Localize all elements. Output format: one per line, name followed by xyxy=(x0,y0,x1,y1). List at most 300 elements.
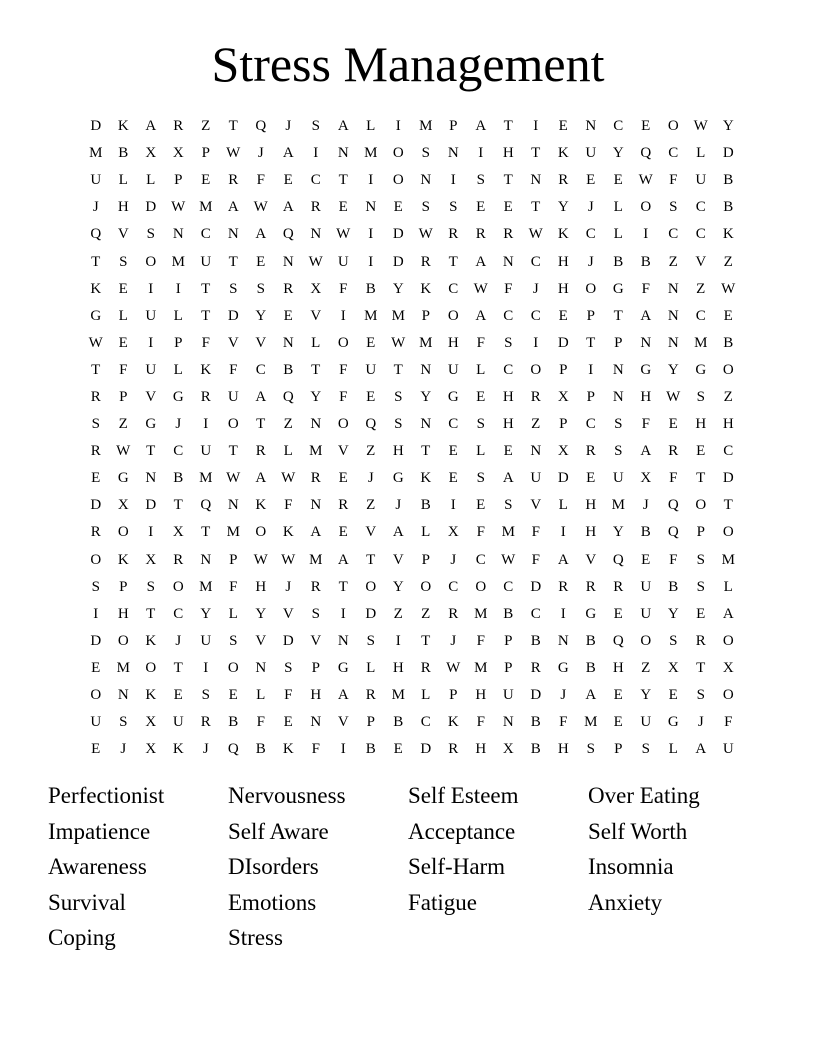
grid-letter[interactable]: R xyxy=(338,497,349,514)
grid-letter[interactable]: O xyxy=(365,578,377,595)
grid-letter[interactable]: M xyxy=(116,659,130,676)
grid-letter[interactable]: S xyxy=(229,632,238,649)
grid-letter[interactable]: L xyxy=(696,145,706,162)
grid-letter[interactable]: W xyxy=(391,334,406,351)
grid-letter[interactable]: U xyxy=(640,605,652,622)
grid-letter[interactable]: C xyxy=(530,605,541,622)
grid-letter[interactable]: T xyxy=(201,280,211,297)
grid-letter[interactable]: I xyxy=(148,280,154,297)
grid-letter[interactable]: M xyxy=(391,307,405,324)
grid-letter[interactable]: T xyxy=(146,443,156,460)
grid-letter[interactable]: I xyxy=(203,416,209,433)
grid-letter[interactable]: S xyxy=(504,497,513,514)
grid-letter[interactable]: O xyxy=(722,687,734,704)
grid-letter[interactable]: B xyxy=(420,497,431,514)
grid-letter[interactable]: O xyxy=(640,632,652,649)
grid-letter[interactable]: I xyxy=(340,605,346,622)
grid-letter[interactable]: T xyxy=(421,632,431,649)
grid-letter[interactable]: A xyxy=(145,118,157,135)
grid-letter[interactable]: P xyxy=(504,632,513,649)
grid-letter[interactable]: R xyxy=(668,443,679,460)
grid-letter[interactable]: M xyxy=(391,687,405,704)
grid-letter[interactable]: T xyxy=(723,497,733,514)
grid-letter[interactable]: B xyxy=(393,714,404,731)
grid-letter[interactable]: F xyxy=(504,280,513,297)
grid-letter[interactable]: U xyxy=(90,172,102,189)
grid-letter[interactable]: T xyxy=(448,253,458,270)
grid-letter[interactable]: D xyxy=(365,605,377,622)
grid-letter[interactable]: T xyxy=(696,470,706,487)
grid-letter[interactable]: H xyxy=(695,416,707,433)
grid-letter[interactable]: N xyxy=(420,416,432,433)
grid-letter[interactable]: H xyxy=(557,280,569,297)
grid-letter[interactable]: G xyxy=(640,361,652,378)
grid-letter[interactable]: E xyxy=(91,659,101,676)
grid-letter[interactable]: J xyxy=(285,118,292,135)
grid-letter[interactable]: F xyxy=(229,578,238,595)
grid-letter[interactable]: O xyxy=(530,361,542,378)
grid-letter[interactable]: T xyxy=(696,659,706,676)
grid-letter[interactable]: M xyxy=(309,443,323,460)
grid-letter[interactable]: R xyxy=(200,714,211,731)
grid-letter[interactable]: L xyxy=(146,172,156,189)
grid-letter[interactable]: U xyxy=(695,172,707,189)
grid-letter[interactable]: M xyxy=(419,118,433,135)
grid-letter[interactable]: P xyxy=(119,578,128,595)
grid-letter[interactable]: J xyxy=(560,687,567,704)
grid-letter[interactable]: N xyxy=(667,280,679,297)
grid-letter[interactable]: I xyxy=(203,659,209,676)
grid-letter[interactable]: L xyxy=(173,307,183,324)
grid-letter[interactable]: E xyxy=(476,388,486,405)
grid-letter[interactable]: D xyxy=(530,578,542,595)
grid-letter[interactable]: E xyxy=(613,172,623,189)
grid-letter[interactable]: M xyxy=(419,334,433,351)
grid-letter[interactable]: X xyxy=(145,714,157,731)
grid-letter[interactable]: L xyxy=(476,443,486,460)
grid-letter[interactable]: M xyxy=(89,145,103,162)
grid-letter[interactable]: P xyxy=(421,307,430,324)
grid-letter[interactable]: M xyxy=(501,524,515,541)
grid-letter[interactable]: D xyxy=(722,145,734,162)
grid-letter[interactable]: J xyxy=(175,632,182,649)
grid-letter[interactable]: F xyxy=(119,361,128,378)
grid-letter[interactable]: N xyxy=(255,659,267,676)
grid-letter[interactable]: X xyxy=(145,145,157,162)
grid-letter[interactable]: E xyxy=(668,416,678,433)
grid-letter[interactable]: I xyxy=(560,524,566,541)
grid-letter[interactable]: H xyxy=(392,443,404,460)
grid-letter[interactable]: M xyxy=(364,145,378,162)
grid-letter[interactable]: I xyxy=(148,334,154,351)
grid-letter[interactable]: W xyxy=(528,226,543,243)
grid-letter[interactable]: I xyxy=(450,497,456,514)
grid-letter[interactable]: N xyxy=(227,226,239,243)
grid-letter[interactable]: V xyxy=(585,551,597,568)
grid-letter[interactable]: X xyxy=(145,741,157,758)
grid-letter[interactable]: L xyxy=(256,687,266,704)
grid-letter[interactable]: B xyxy=(118,145,129,162)
grid-letter[interactable]: Q xyxy=(667,497,679,514)
grid-letter[interactable]: I xyxy=(533,334,539,351)
grid-letter[interactable]: Q xyxy=(640,145,652,162)
grid-letter[interactable]: N xyxy=(612,388,624,405)
grid-letter[interactable]: E xyxy=(173,687,183,704)
grid-letter[interactable]: V xyxy=(695,253,707,270)
grid-letter[interactable]: S xyxy=(229,280,238,297)
grid-letter[interactable]: Z xyxy=(723,388,733,405)
grid-letter[interactable]: I xyxy=(368,253,374,270)
grid-letter[interactable]: O xyxy=(392,172,404,189)
grid-letter[interactable]: K xyxy=(117,118,129,135)
grid-letter[interactable]: J xyxy=(367,470,374,487)
grid-letter[interactable]: S xyxy=(284,659,293,676)
grid-letter[interactable]: C xyxy=(420,714,431,731)
grid-letter[interactable]: R xyxy=(228,172,239,189)
grid-letter[interactable]: G xyxy=(145,416,157,433)
grid-letter[interactable]: P xyxy=(201,145,210,162)
grid-letter[interactable]: F xyxy=(641,280,650,297)
grid-letter[interactable]: A xyxy=(695,741,707,758)
grid-letter[interactable]: N xyxy=(337,632,349,649)
grid-letter[interactable]: V xyxy=(337,714,349,731)
grid-letter[interactable]: T xyxy=(338,578,348,595)
grid-letter[interactable]: Q xyxy=(365,416,377,433)
grid-letter[interactable]: H xyxy=(502,145,514,162)
grid-letter[interactable]: W xyxy=(721,280,736,297)
grid-letter[interactable]: C xyxy=(448,578,459,595)
grid-letter[interactable]: S xyxy=(394,416,403,433)
grid-letter[interactable]: N xyxy=(502,253,514,270)
grid-letter[interactable]: P xyxy=(174,334,183,351)
grid-letter[interactable]: Q xyxy=(612,632,624,649)
grid-letter[interactable]: F xyxy=(284,497,293,514)
grid-letter[interactable]: D xyxy=(90,118,102,135)
grid-letter[interactable]: A xyxy=(585,687,597,704)
grid-letter[interactable]: E xyxy=(338,524,348,541)
grid-letter[interactable]: N xyxy=(282,253,294,270)
grid-letter[interactable]: E xyxy=(338,470,348,487)
grid-letter[interactable]: Z xyxy=(668,253,678,270)
grid-letter[interactable]: L xyxy=(228,605,238,622)
grid-letter[interactable]: F xyxy=(339,388,348,405)
grid-letter[interactable]: R xyxy=(558,578,569,595)
grid-letter[interactable]: M xyxy=(199,470,213,487)
grid-letter[interactable]: V xyxy=(530,497,542,514)
grid-letter[interactable]: L xyxy=(311,334,321,351)
grid-letter[interactable]: K xyxy=(447,714,459,731)
grid-letter[interactable]: U xyxy=(200,632,212,649)
grid-letter[interactable]: U xyxy=(640,714,652,731)
grid-letter[interactable]: N xyxy=(502,714,514,731)
grid-letter[interactable]: S xyxy=(119,253,128,270)
grid-letter[interactable]: F xyxy=(641,416,650,433)
grid-letter[interactable]: M xyxy=(694,334,708,351)
grid-letter[interactable]: E xyxy=(256,253,266,270)
grid-letter[interactable]: N xyxy=(117,687,129,704)
grid-letter[interactable]: L xyxy=(173,361,183,378)
grid-letter[interactable]: Y xyxy=(200,605,212,622)
grid-letter[interactable]: B xyxy=(365,741,376,758)
grid-letter[interactable]: C xyxy=(448,280,459,297)
grid-letter[interactable]: Y xyxy=(667,361,679,378)
grid-letter[interactable]: Y xyxy=(557,199,569,216)
grid-letter[interactable]: E xyxy=(503,199,513,216)
grid-letter[interactable]: F xyxy=(256,714,265,731)
grid-letter[interactable]: S xyxy=(586,741,595,758)
grid-letter[interactable]: S xyxy=(476,470,485,487)
grid-letter[interactable]: R xyxy=(530,659,541,676)
grid-letter[interactable]: S xyxy=(146,226,155,243)
grid-letter[interactable]: M xyxy=(226,524,240,541)
grid-letter[interactable]: T xyxy=(228,443,238,460)
grid-letter[interactable]: C xyxy=(503,578,514,595)
grid-letter[interactable]: W xyxy=(281,470,296,487)
grid-letter[interactable]: D xyxy=(145,497,157,514)
grid-letter[interactable]: Z xyxy=(641,659,651,676)
grid-letter[interactable]: Z xyxy=(696,280,706,297)
grid-letter[interactable]: E xyxy=(283,307,293,324)
grid-letter[interactable]: W xyxy=(473,280,488,297)
grid-letter[interactable]: S xyxy=(669,199,678,216)
grid-letter[interactable]: M xyxy=(474,605,488,622)
grid-letter[interactable]: C xyxy=(448,416,459,433)
grid-letter[interactable]: B xyxy=(723,334,734,351)
grid-letter[interactable]: N xyxy=(310,416,322,433)
grid-letter[interactable]: E xyxy=(723,307,733,324)
grid-letter[interactable]: A xyxy=(255,388,267,405)
grid-letter[interactable]: N xyxy=(585,118,597,135)
grid-letter[interactable]: U xyxy=(200,253,212,270)
grid-letter[interactable]: H xyxy=(502,388,514,405)
grid-letter[interactable]: W xyxy=(501,551,516,568)
grid-letter[interactable]: K xyxy=(557,226,569,243)
grid-letter[interactable]: N xyxy=(557,632,569,649)
grid-letter[interactable]: J xyxy=(120,741,127,758)
grid-letter[interactable]: A xyxy=(227,199,239,216)
grid-letter[interactable]: N xyxy=(447,145,459,162)
grid-letter[interactable]: N xyxy=(640,334,652,351)
grid-letter[interactable]: X xyxy=(172,145,184,162)
grid-letter[interactable]: T xyxy=(201,307,211,324)
grid-letter[interactable]: O xyxy=(145,253,157,270)
grid-letter[interactable]: R xyxy=(558,172,569,189)
grid-letter[interactable]: G xyxy=(667,714,679,731)
grid-letter[interactable]: F xyxy=(201,334,210,351)
grid-letter[interactable]: J xyxy=(587,199,594,216)
grid-letter[interactable]: N xyxy=(420,172,432,189)
grid-letter[interactable]: R xyxy=(503,226,514,243)
grid-letter[interactable]: S xyxy=(641,741,650,758)
grid-letter[interactable]: J xyxy=(395,497,402,514)
grid-letter[interactable]: O xyxy=(392,145,404,162)
grid-letter[interactable]: T xyxy=(228,118,238,135)
grid-letter[interactable]: K xyxy=(255,497,267,514)
grid-letter[interactable]: N xyxy=(200,551,212,568)
grid-letter[interactable]: T xyxy=(421,443,431,460)
grid-letter[interactable]: E xyxy=(696,605,706,622)
grid-letter[interactable]: O xyxy=(667,118,679,135)
grid-letter[interactable]: P xyxy=(449,687,458,704)
grid-letter[interactable]: G xyxy=(585,605,597,622)
grid-letter[interactable]: C xyxy=(585,226,596,243)
grid-letter[interactable]: E xyxy=(338,199,348,216)
grid-letter[interactable]: B xyxy=(668,578,679,595)
grid-letter[interactable]: E xyxy=(586,172,596,189)
grid-letter[interactable]: E xyxy=(283,714,293,731)
grid-letter[interactable]: N xyxy=(365,199,377,216)
grid-letter[interactable]: V xyxy=(337,443,349,460)
grid-letter[interactable]: K xyxy=(420,470,432,487)
grid-letter[interactable]: E xyxy=(613,605,623,622)
grid-letter[interactable]: W xyxy=(116,443,131,460)
grid-letter[interactable]: R xyxy=(585,578,596,595)
grid-letter[interactable]: A xyxy=(475,253,487,270)
grid-letter[interactable]: P xyxy=(586,307,595,324)
grid-letter[interactable]: Q xyxy=(200,497,212,514)
grid-letter[interactable]: Q xyxy=(227,741,239,758)
grid-letter[interactable]: E xyxy=(641,118,651,135)
grid-letter[interactable]: P xyxy=(449,118,458,135)
grid-letter[interactable]: T xyxy=(393,361,403,378)
grid-letter[interactable]: W xyxy=(281,551,296,568)
grid-letter[interactable]: W xyxy=(253,551,268,568)
grid-letter[interactable]: L xyxy=(366,659,376,676)
grid-letter[interactable]: R xyxy=(90,524,101,541)
grid-letter[interactable]: H xyxy=(557,253,569,270)
grid-letter[interactable]: S xyxy=(91,578,100,595)
grid-letter[interactable]: F xyxy=(476,524,485,541)
grid-letter[interactable]: O xyxy=(695,497,707,514)
grid-letter[interactable]: J xyxy=(697,714,704,731)
grid-letter[interactable]: A xyxy=(392,524,404,541)
grid-letter[interactable]: O xyxy=(722,632,734,649)
grid-letter[interactable]: H xyxy=(585,497,597,514)
grid-letter[interactable]: R xyxy=(90,388,101,405)
grid-letter[interactable]: O xyxy=(640,199,652,216)
grid-letter[interactable]: K xyxy=(557,145,569,162)
grid-letter[interactable]: F xyxy=(229,361,238,378)
grid-letter[interactable]: V xyxy=(365,524,377,541)
grid-letter[interactable]: C xyxy=(695,226,706,243)
grid-letter[interactable]: T xyxy=(201,524,211,541)
grid-letter[interactable]: W xyxy=(666,388,681,405)
grid-letter[interactable]: C xyxy=(695,199,706,216)
grid-letter[interactable]: S xyxy=(669,632,678,649)
grid-letter[interactable]: B xyxy=(228,714,239,731)
grid-letter[interactable]: N xyxy=(530,443,542,460)
grid-letter[interactable]: B xyxy=(255,741,266,758)
grid-letter[interactable]: N xyxy=(145,470,157,487)
grid-letter[interactable]: H xyxy=(475,687,487,704)
grid-letter[interactable]: R xyxy=(255,443,266,460)
grid-letter[interactable]: X xyxy=(557,443,569,460)
grid-letter[interactable]: M xyxy=(474,659,488,676)
grid-letter[interactable]: V xyxy=(392,551,404,568)
grid-letter[interactable]: K xyxy=(172,741,184,758)
grid-letter[interactable]: W xyxy=(308,253,323,270)
grid-letter[interactable]: J xyxy=(450,551,457,568)
grid-letter[interactable]: F xyxy=(256,172,265,189)
grid-letter[interactable]: H xyxy=(117,199,129,216)
grid-letter[interactable]: R xyxy=(585,443,596,460)
grid-letter[interactable]: B xyxy=(530,632,541,649)
grid-letter[interactable]: T xyxy=(613,307,623,324)
grid-letter[interactable]: U xyxy=(585,145,597,162)
grid-letter[interactable]: W xyxy=(418,226,433,243)
grid-letter[interactable]: A xyxy=(310,524,322,541)
grid-letter[interactable]: I xyxy=(93,605,99,622)
grid-letter[interactable]: S xyxy=(696,687,705,704)
grid-letter[interactable]: E xyxy=(613,687,623,704)
grid-letter[interactable]: E xyxy=(476,199,486,216)
grid-letter[interactable]: O xyxy=(117,632,129,649)
grid-letter[interactable]: F xyxy=(311,741,320,758)
grid-letter[interactable]: M xyxy=(364,307,378,324)
grid-letter[interactable]: Y xyxy=(612,145,624,162)
grid-letter[interactable]: D xyxy=(282,632,294,649)
grid-letter[interactable]: O xyxy=(172,578,184,595)
grid-letter[interactable]: P xyxy=(311,659,320,676)
grid-letter[interactable]: U xyxy=(227,388,239,405)
grid-letter[interactable]: H xyxy=(475,741,487,758)
grid-letter[interactable]: Q xyxy=(255,118,267,135)
grid-letter[interactable]: M xyxy=(199,578,213,595)
grid-letter[interactable]: H xyxy=(255,578,267,595)
grid-letter[interactable]: X xyxy=(667,659,679,676)
grid-letter[interactable]: L xyxy=(613,226,623,243)
grid-letter[interactable]: T xyxy=(586,334,596,351)
grid-letter[interactable]: I xyxy=(148,524,154,541)
grid-letter[interactable]: W xyxy=(693,118,708,135)
grid-letter[interactable]: T xyxy=(503,118,513,135)
grid-letter[interactable]: O xyxy=(145,659,157,676)
grid-letter[interactable]: D xyxy=(392,226,404,243)
grid-letter[interactable]: N xyxy=(172,226,184,243)
grid-letter[interactable]: F xyxy=(476,334,485,351)
grid-letter[interactable]: X xyxy=(310,280,322,297)
grid-letter[interactable]: S xyxy=(696,388,705,405)
grid-letter[interactable]: N xyxy=(612,361,624,378)
grid-letter[interactable]: C xyxy=(173,443,184,460)
grid-letter[interactable]: Z xyxy=(531,416,541,433)
grid-letter[interactable]: Z xyxy=(393,605,403,622)
grid-letter[interactable]: V xyxy=(255,334,267,351)
grid-letter[interactable]: S xyxy=(421,199,430,216)
grid-letter[interactable]: H xyxy=(310,687,322,704)
grid-letter[interactable]: K xyxy=(145,687,157,704)
grid-letter[interactable]: H xyxy=(557,741,569,758)
grid-letter[interactable]: T xyxy=(531,199,541,216)
grid-letter[interactable]: S xyxy=(146,578,155,595)
grid-letter[interactable]: G xyxy=(117,470,129,487)
grid-letter[interactable]: G xyxy=(392,470,404,487)
grid-letter[interactable]: I xyxy=(340,307,346,324)
grid-letter[interactable]: L xyxy=(118,172,128,189)
grid-letter[interactable]: A xyxy=(640,307,652,324)
grid-letter[interactable]: I xyxy=(588,361,594,378)
grid-letter[interactable]: H xyxy=(722,416,734,433)
grid-letter[interactable]: L xyxy=(118,307,128,324)
grid-letter[interactable]: X xyxy=(172,524,184,541)
grid-letter[interactable]: R xyxy=(173,551,184,568)
grid-letter[interactable]: D xyxy=(90,632,102,649)
grid-letter[interactable]: R xyxy=(530,388,541,405)
grid-letter[interactable]: T xyxy=(311,361,321,378)
grid-letter[interactable]: X xyxy=(640,470,652,487)
grid-letter[interactable]: Y xyxy=(640,687,652,704)
grid-letter[interactable]: A xyxy=(475,118,487,135)
